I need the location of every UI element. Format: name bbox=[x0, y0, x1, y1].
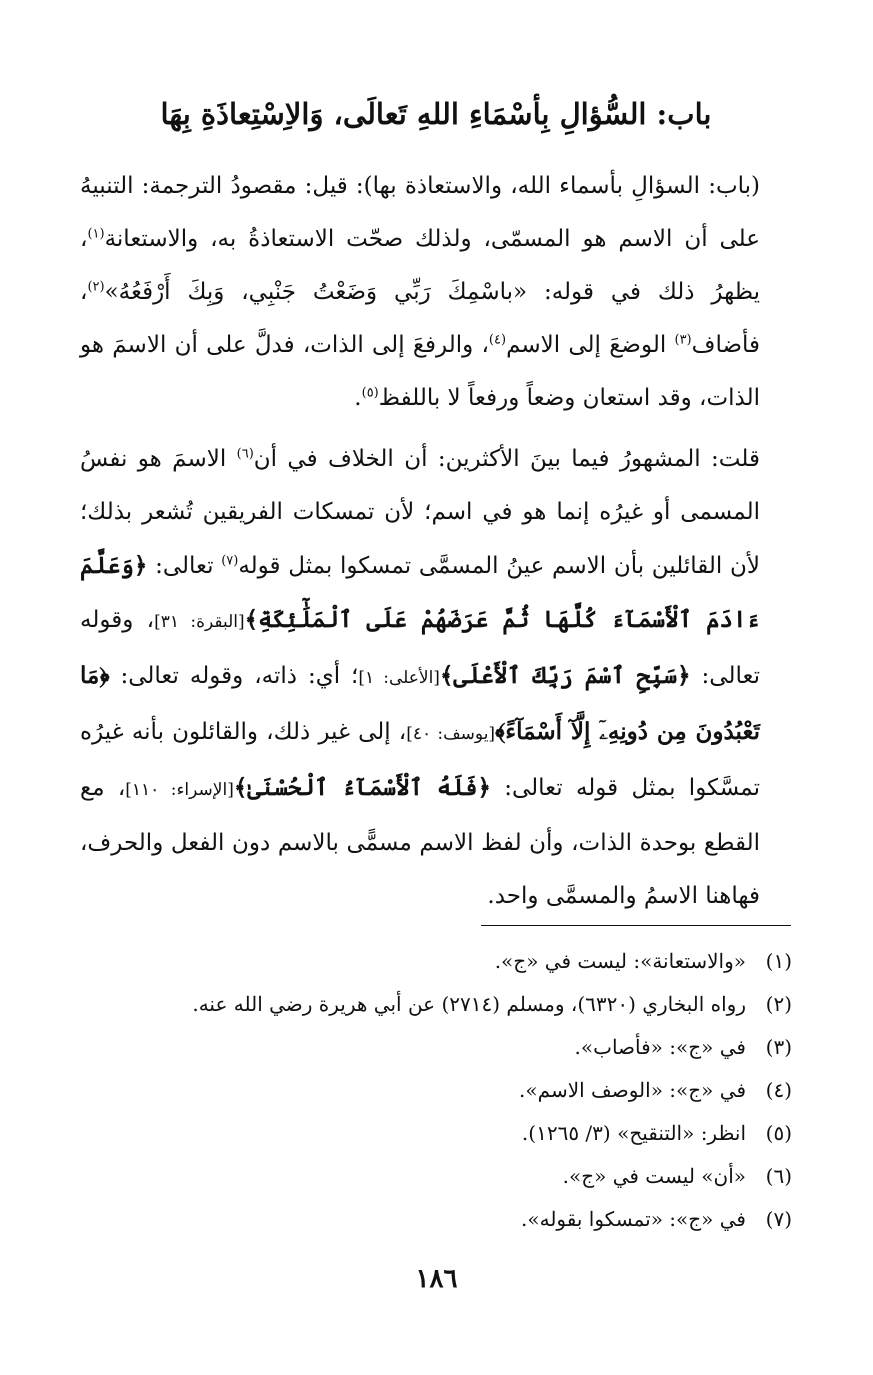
footnote-item bbox=[80, 940, 792, 983]
footnote-text: «أن» ليست في «ج». bbox=[562, 1164, 746, 1188]
footnote-item bbox=[80, 1198, 792, 1241]
footnote-ref-3: (٣) bbox=[674, 332, 692, 348]
quran-verse-4: فَلَهُ ٱلْأَسْمَآءُ ٱلْحُسْنَىٰ bbox=[247, 774, 478, 801]
p2-text: ، مع القطع بوحدة الذات، وأن لفظ الاسم مسمًّى بالاسم دون الفعل والحرف، فهاهنا الاسمُ والمسمَّى واحد. bbox=[80, 775, 760, 909]
quran-bracket-close: ﴾ bbox=[495, 718, 506, 745]
quran-verse-3: مَا تَعْبُدُونَ مِن دُونِهِۦٓ إِلَّآ أَسْمَآءً bbox=[80, 662, 760, 745]
p2-text: ، وقوله تعالى: bbox=[80, 607, 760, 689]
heading-text: : السُّؤالِ بِأسْمَاءِ اللهِ تَعالَى، وَالاِسْتِعاذَةِ بِهَا bbox=[160, 97, 668, 131]
quran-bracket-close: ﴾ bbox=[244, 606, 259, 633]
quran-verse-1: وَعَلَّمَ ءَادَمَ ٱلْأَسْمَآءَ كُلَّهَا ثُمَّ عَرَضَهُمْ عَلَى ٱلْمَلَٰٓئِكَةِ bbox=[80, 552, 760, 633]
footnotes bbox=[80, 940, 792, 1241]
quran-bracket-close: ﴾ bbox=[233, 774, 248, 801]
verse-source-3: [يوسف: ٤٠] bbox=[406, 724, 496, 744]
footnote-text: انظر: «التنقيح» (٣/ ١٢٦٥). bbox=[521, 1121, 746, 1145]
p2-text: تعالى: bbox=[147, 553, 222, 579]
footnote-number: (٧) bbox=[765, 1207, 792, 1231]
p2-text: ؛ أي: ذاته، وقوله تعالى: bbox=[109, 663, 359, 689]
footnote-ref-1: (١) bbox=[87, 226, 105, 242]
quran-bracket-open: ﴿ bbox=[133, 552, 148, 579]
chapter-heading bbox=[80, 92, 792, 136]
footnote-text: رواه البخاري (٦٣٢٠)، ومسلم (٢٧١٤) عن أبي هريرة رضي الله عنه. bbox=[192, 992, 746, 1016]
footnote-item bbox=[80, 1026, 792, 1069]
p1-text: ، يظهرُ ذلك في قوله: «باسْمِكَ رَبِّي وَضَعْتُ جَنْبِي، وَبِكَ أَرْفَعُهُ» bbox=[80, 226, 760, 305]
quran-bracket-open: ﴿ bbox=[677, 662, 691, 689]
p2-text: قلت: المشهورُ فيما بينَ الأكثرين: أن الخلاف في أن bbox=[253, 446, 760, 472]
footnote-number: (١) bbox=[765, 949, 792, 973]
quran-bracket-open: ﴿ bbox=[99, 662, 110, 689]
footnote-ref-2: (٢) bbox=[87, 279, 105, 295]
p2-text: الاسمَ هو نفسُ المسمى أو غيرُه إنما هو في اسم؛ لأن تمسكات الفريقين تُشعر بذلك؛ لأن القائلين بأن الاسم عينُ المسمَّى تمسكوا بمثل قوله bbox=[80, 446, 760, 579]
footnote-item bbox=[80, 1112, 792, 1155]
footnote-number: (٥) bbox=[765, 1121, 792, 1145]
footnote-text: في «ج»: «تمسكوا بقوله». bbox=[521, 1207, 746, 1231]
verse-source-1: [البقرة: ٣١] bbox=[154, 612, 245, 632]
footnote-ref-6: (٦) bbox=[236, 446, 254, 462]
paragraph-1 bbox=[80, 160, 792, 425]
footnote-number: (٤) bbox=[765, 1078, 792, 1102]
footnote-ref-4: (٤) bbox=[488, 332, 507, 348]
p1-text: ، والرفعَ إلى الذات، فدلَّ على أن الاسمَ هو الذات، وقد استعان وضعاً ورفعاً لا باللفظ bbox=[80, 332, 760, 411]
p1-text: الوضعَ إلى الاسم bbox=[506, 332, 675, 358]
quran-bracket-open: ﴿ bbox=[477, 774, 491, 801]
heading-label: باب bbox=[667, 97, 712, 131]
footnote-text: في «ج»: «الوصف الاسم». bbox=[519, 1078, 746, 1102]
p2-text: ، إلى غير ذلك، والقائلون بأنه غيرُه تمسَّكوا بمثل قوله تعالى: bbox=[80, 719, 760, 801]
footnote-item bbox=[80, 1155, 792, 1198]
footnote-ref-7: (٧) bbox=[221, 553, 239, 569]
footnote-text: في «ج»: «فأصاب». bbox=[574, 1035, 746, 1059]
quran-bracket-close: ﴾ bbox=[439, 662, 454, 689]
main-text bbox=[80, 160, 792, 923]
footnote-item bbox=[80, 983, 792, 1026]
footnote-ref-5: (٥) bbox=[361, 385, 379, 401]
verse-source-4: [الإسراء: ١١٠] bbox=[125, 780, 234, 800]
footnote-number: (٦) bbox=[765, 1164, 792, 1188]
page-number: ١٨٦ bbox=[415, 1264, 458, 1294]
p1-text: (باب: السؤالِ بأسماء الله، والاستعاذة بها): قيل: مقصودُ الترجمة: التنبيهُ على أن الاسم هو المسمّى، ولذلك صحّت الاستعاذةُ به، والاستعانة bbox=[80, 173, 760, 252]
footnote-text: «والاستعانة»: ليست في «ج». bbox=[494, 949, 746, 973]
quran-verse-2: سَبِّحِ ٱسْمَ رَبِّكَ ٱلْأَعْلَى bbox=[453, 662, 678, 689]
footnote-item bbox=[80, 1069, 792, 1112]
footnote-number: (٣) bbox=[765, 1035, 792, 1059]
verse-source-2: [الأعلى: ١] bbox=[358, 668, 440, 688]
footnote-separator bbox=[481, 925, 791, 926]
p1-text: ، فأضاف bbox=[80, 279, 761, 358]
footnote-number: (٢) bbox=[765, 992, 792, 1016]
p1-text: . bbox=[354, 385, 362, 411]
paragraph-2 bbox=[80, 433, 792, 923]
